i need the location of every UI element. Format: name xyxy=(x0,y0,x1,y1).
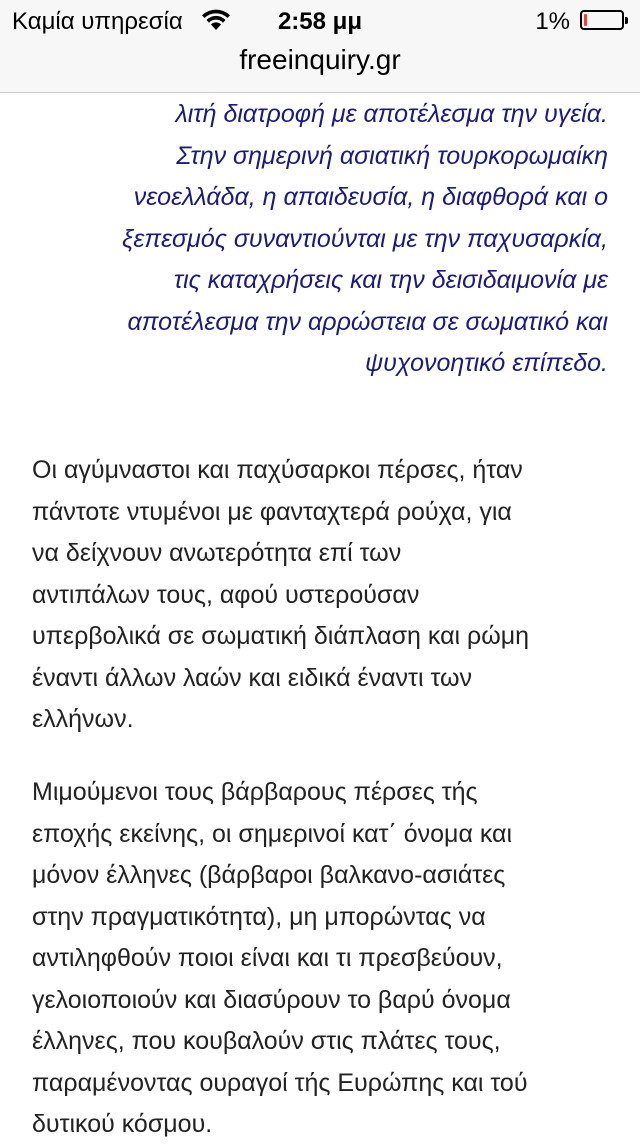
paragraph-line: εποχής εκείνης, οι σημερινοί κατ΄ όνομα και xyxy=(32,819,513,848)
battery-level xyxy=(584,14,587,26)
paragraph-line: γελοιοποιούν και διασύρουν το βαρύ όνομα xyxy=(32,985,511,1014)
paragraph-line: μόνον έλληνες (βάρβαροι βαλκανο-ασιάτες xyxy=(32,861,506,889)
paragraph-line: δυτικού κόσμου. xyxy=(32,1110,213,1138)
quote-line: ψυχονοητικό επίπεδο. xyxy=(364,349,608,377)
quote-line: Στην σημερινή ασιατική τουρκορωμαίκη xyxy=(176,141,608,170)
battery-percent: 1% xyxy=(535,8,570,35)
status-bar xyxy=(0,0,640,40)
paragraph-2 xyxy=(32,772,608,1146)
paragraph-line: έλληνες, που κουβαλούν στις πλάτες τους, xyxy=(32,1027,501,1055)
paragraph-1 xyxy=(32,450,608,741)
quote-block xyxy=(32,92,608,385)
paragraph-line: υπερβολικά σε σωματική διάπλαση και ρώμη xyxy=(32,622,530,650)
battery-icon xyxy=(580,10,624,30)
paragraph-line: αντιπάλων τους, αφού υστερούσαν xyxy=(32,580,420,609)
clock: 2:58 μμ xyxy=(277,8,363,35)
paragraph-line: Οι αγύμναστοι και παχύσαρκοι πέρσες, ήταν xyxy=(32,456,523,484)
paragraph-line: έναντι άλλων λαών και ειδικά έναντι των xyxy=(32,663,472,692)
quote-line: νεοελλάδα, η απαιδευσία, η διαφθορά και ο xyxy=(133,183,608,211)
paragraph-line: πάντοτε ντυμένοι με φανταχτερά ρούχα, για xyxy=(32,497,512,526)
paragraph-line: Μιμούμενοι τους βάρβαρους πέρσες τής xyxy=(32,778,478,806)
quote-line: λιτή διατροφή με αποτέλεσμα την υγεία. xyxy=(175,100,608,128)
paragraph-line: στην πραγματικότητα), μη μπορώντας να xyxy=(32,902,486,931)
paragraph-line: αντιληφθούν ποιοι είναι και τι πρεσβεύουν, xyxy=(32,944,503,972)
paragraph-line: να δείχνουν ανωτερότητα επί των xyxy=(32,539,402,567)
paragraph-line: ελλήνων. xyxy=(32,705,134,733)
quote-line: αποτέλεσμα την αρρώστεια σε σωματικό και xyxy=(127,307,608,336)
paragraph-line: παραμένοντας ουραγοί τής Ευρώπης και τού xyxy=(32,1068,528,1097)
address-bar-url[interactable]: freeinquiry.gr xyxy=(239,44,401,75)
browser-top-bar xyxy=(0,0,640,93)
quote-line: τις καταχρήσεις και την δεισιδαιμονία με xyxy=(173,266,608,294)
quote-line: ξεπεσμός συναντιούνται με την παχυσαρκία, xyxy=(122,224,608,253)
article-content xyxy=(32,92,608,1138)
carrier-label: Καμία υπηρεσία xyxy=(12,8,183,35)
